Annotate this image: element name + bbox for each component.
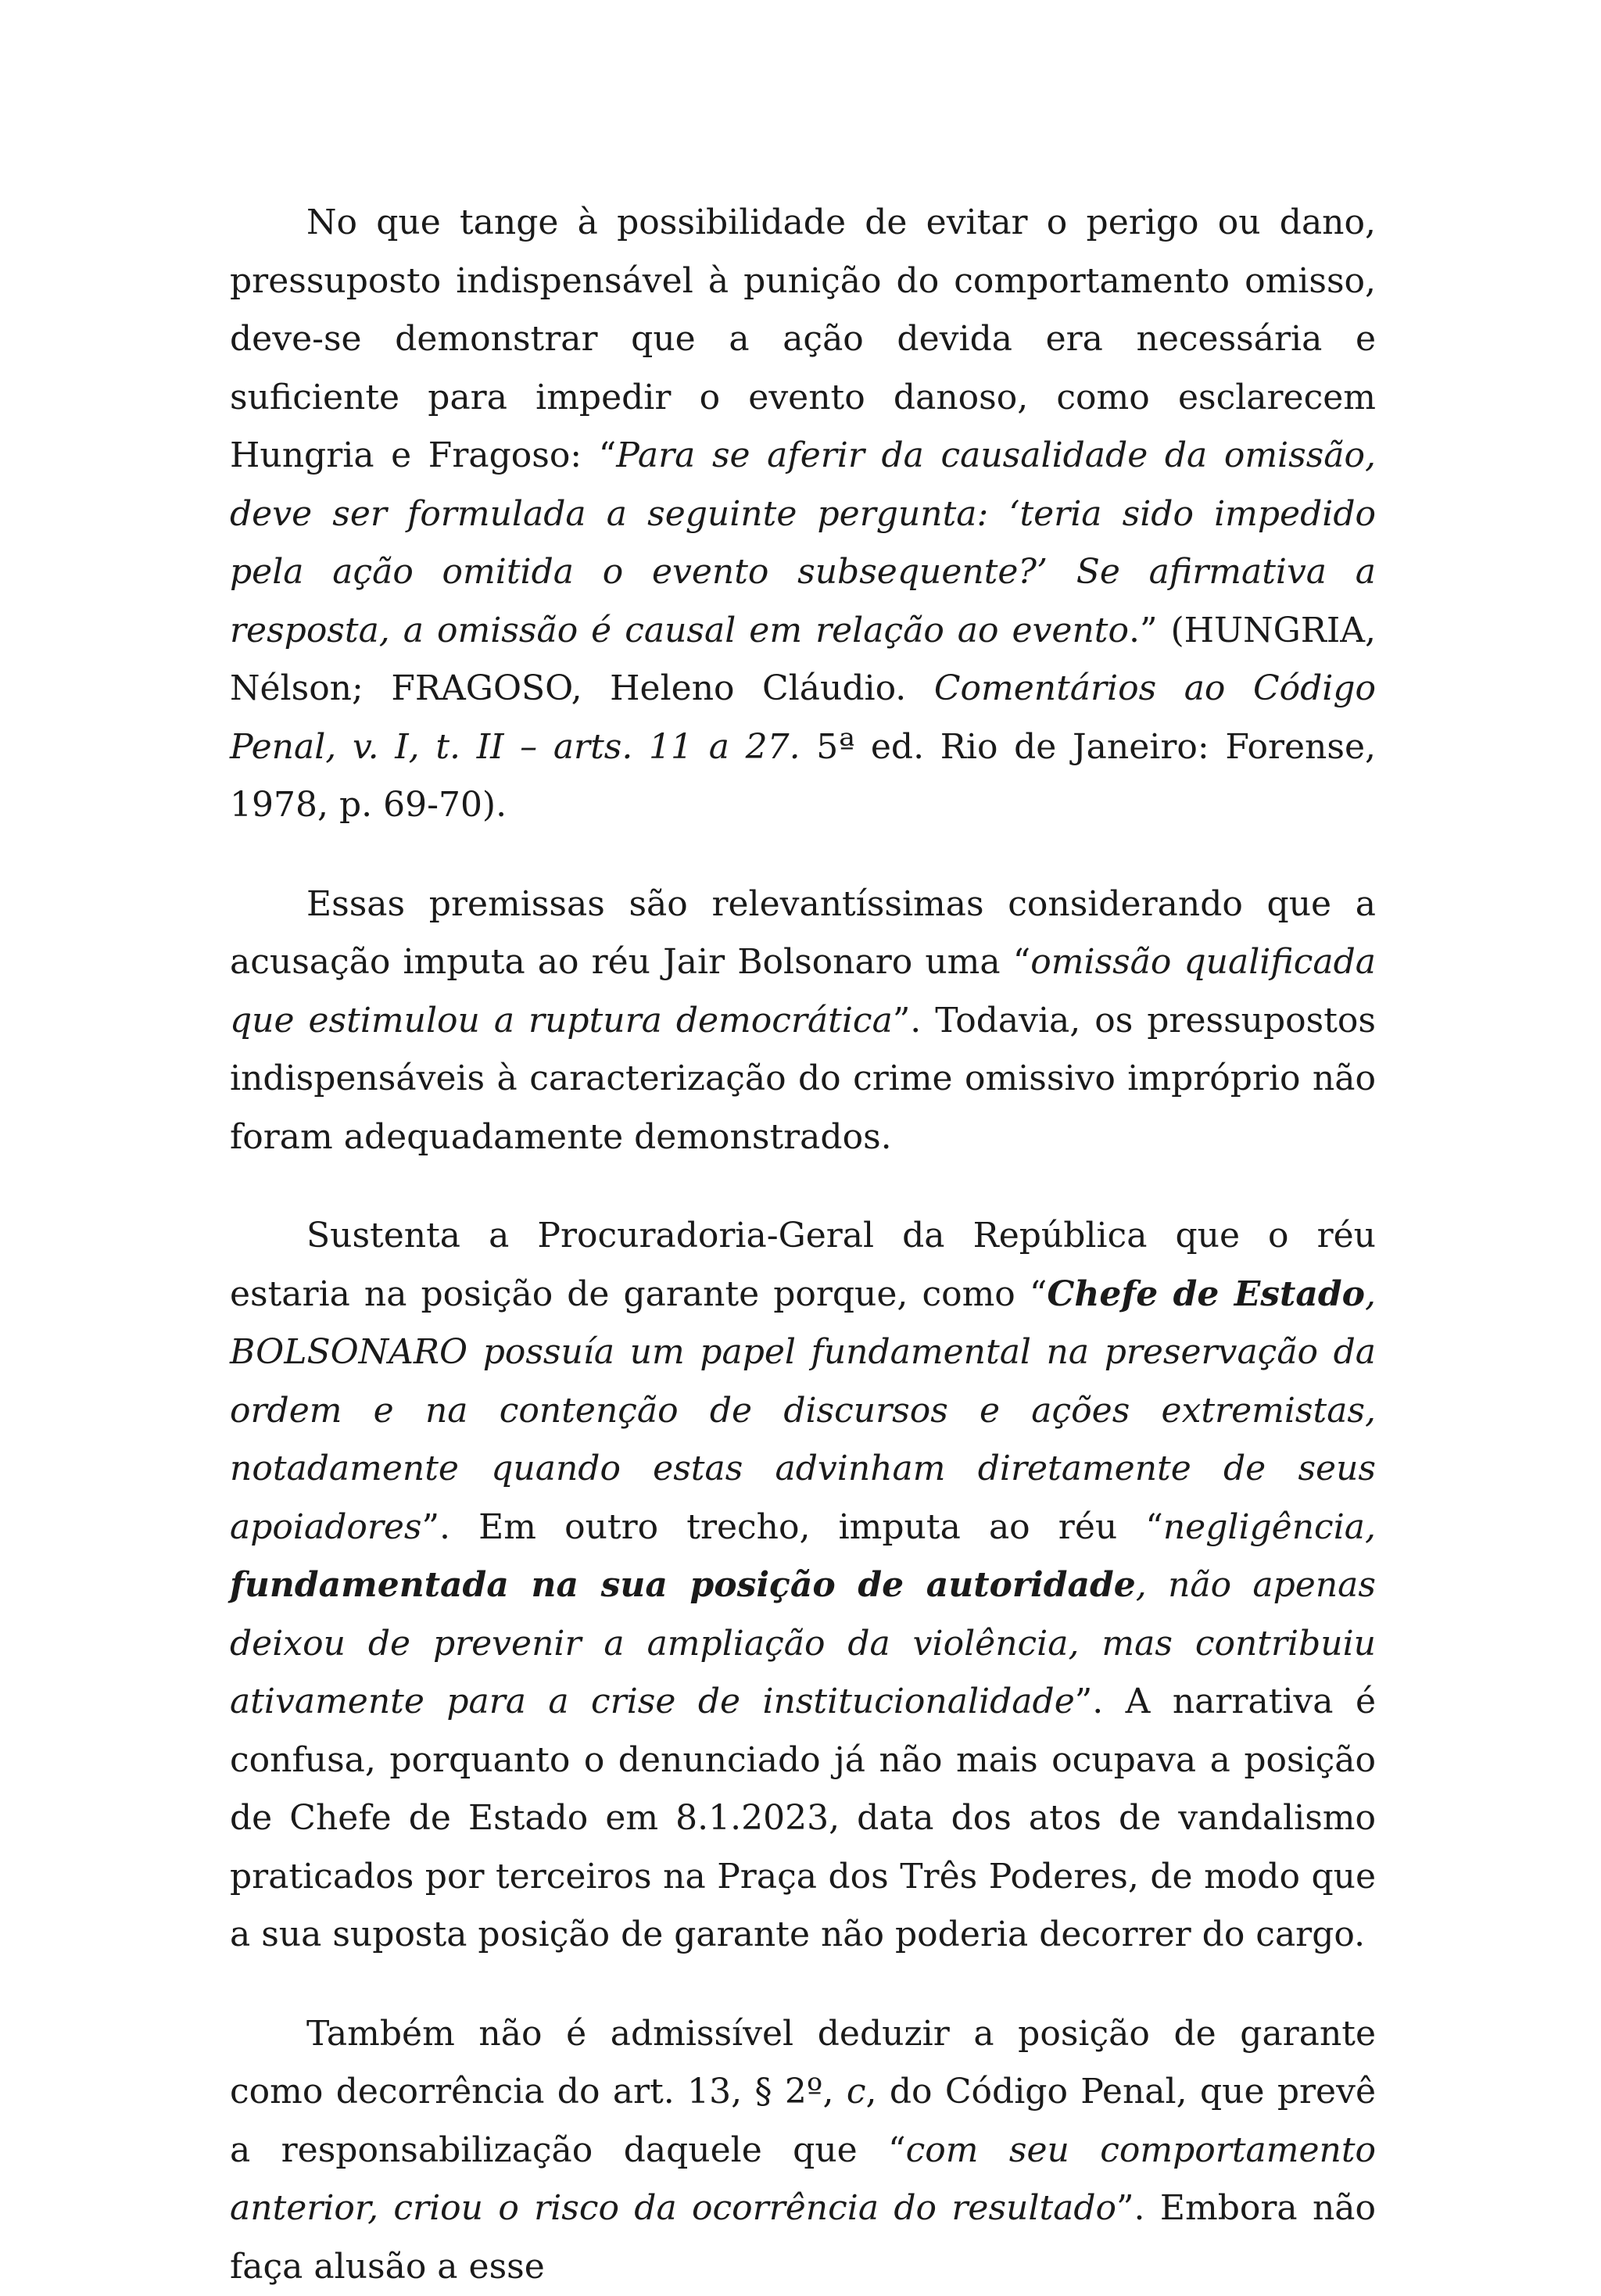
quote-pgr-role: , BOLSONARO possuía um papel fundamental na preservação da ordem e na contenção de discursos e ações extremistas, notadamente quando estas advinham diretamente de seus apoiadores (230, 1274, 1376, 1547)
text-segment: ”. Em outro trecho, imputa ao réu “ (422, 1507, 1163, 1547)
text-segment: ”. Embora não faça alusão a esse (230, 2188, 1376, 2287)
quote-emphasis-chefe-de-estado: Chefe de Estado (1047, 1274, 1365, 1314)
text-segment: No que tange à possibilidade de evitar o perigo ou dano, pressuposto indispensável à punição do comportamento omisso, deve-se demonstrar que a ação devida era necessária e suficiente para impedir o evento danoso, como esclarecem Hungria e Fragoso: “ (230, 202, 1376, 475)
text-segment: Sustenta a Procuradoria-Geral da República que o réu estaria na posição de garante porque, como “ (230, 1216, 1376, 1314)
citation-details: 5ª ed. Rio de Janeiro: Forense, 1978, p. 69-70). (230, 727, 1376, 826)
paragraph-omission-causality (230, 194, 1376, 835)
text-segment: ”. Todavia, os pressupostos indispensáveis à caracterização do crime omissivo impróprio não foram adequadamente demonstrados. (230, 1001, 1376, 1157)
paragraph-guarantor-position (230, 1207, 1376, 1965)
quote-hungria-fragoso: Para se aferir da causalidade da omissão, deve ser formulada a seguinte pergunta: ‘teria sido impedido pela ação omitida o evento subsequente?’ Se afirmativa a resposta, a omissão é causal em relação ao evento (230, 435, 1376, 650)
article-letter: c (847, 2072, 866, 2112)
quote-accusation: omissão qualificada que estimulou a ruptura democrática (230, 942, 1376, 1041)
quote-prior-conduct: com seu comportamento anterior, criou o risco da ocorrência do resultado (230, 2130, 1376, 2229)
citation-title: Comentários ao Código Penal, v. I, t. II – arts. 11 a 27. (230, 668, 1376, 767)
document-body (230, 194, 1376, 2296)
paragraph-premises (230, 876, 1376, 1167)
citation-authors: .” (HUNGRIA, Nélson; FRAGOSO, Heleno Cláudio. (230, 611, 1376, 709)
text-segment: , do Código Penal, que prevê a responsabilização daquele que “ (230, 2072, 1376, 2170)
text-segment: Essas premissas são relevantíssimas considerando que a acusação imputa ao réu Jair Bolsonaro uma “ (230, 884, 1376, 983)
text-segment: Também não é admissível deduzir a posição de garante como decorrência do art. 13, § 2º, (230, 2014, 1376, 2112)
quote-emphasis-authority: fundamentada na sua posição de autoridade (230, 1565, 1136, 1605)
text-segment: ”. A narrativa é confusa, porquanto o denunciado já não mais ocupava a posição de Chefe de Estado em 8.1.2023, data dos atos de vandalismo praticados por terceiros na Praça dos Três Poderes, de modo que a sua suposta posição de garante não poderia decorrer do cargo. (230, 1682, 1376, 1954)
quote-institutional-crisis: , não apenas deixou de prevenir a ampliação da violência, mas contribuiu ativamente para a crise de institucionalidade (230, 1565, 1376, 1721)
quote-negligence: negligência, (1163, 1507, 1376, 1547)
paragraph-article-13 (230, 2005, 1376, 2296)
